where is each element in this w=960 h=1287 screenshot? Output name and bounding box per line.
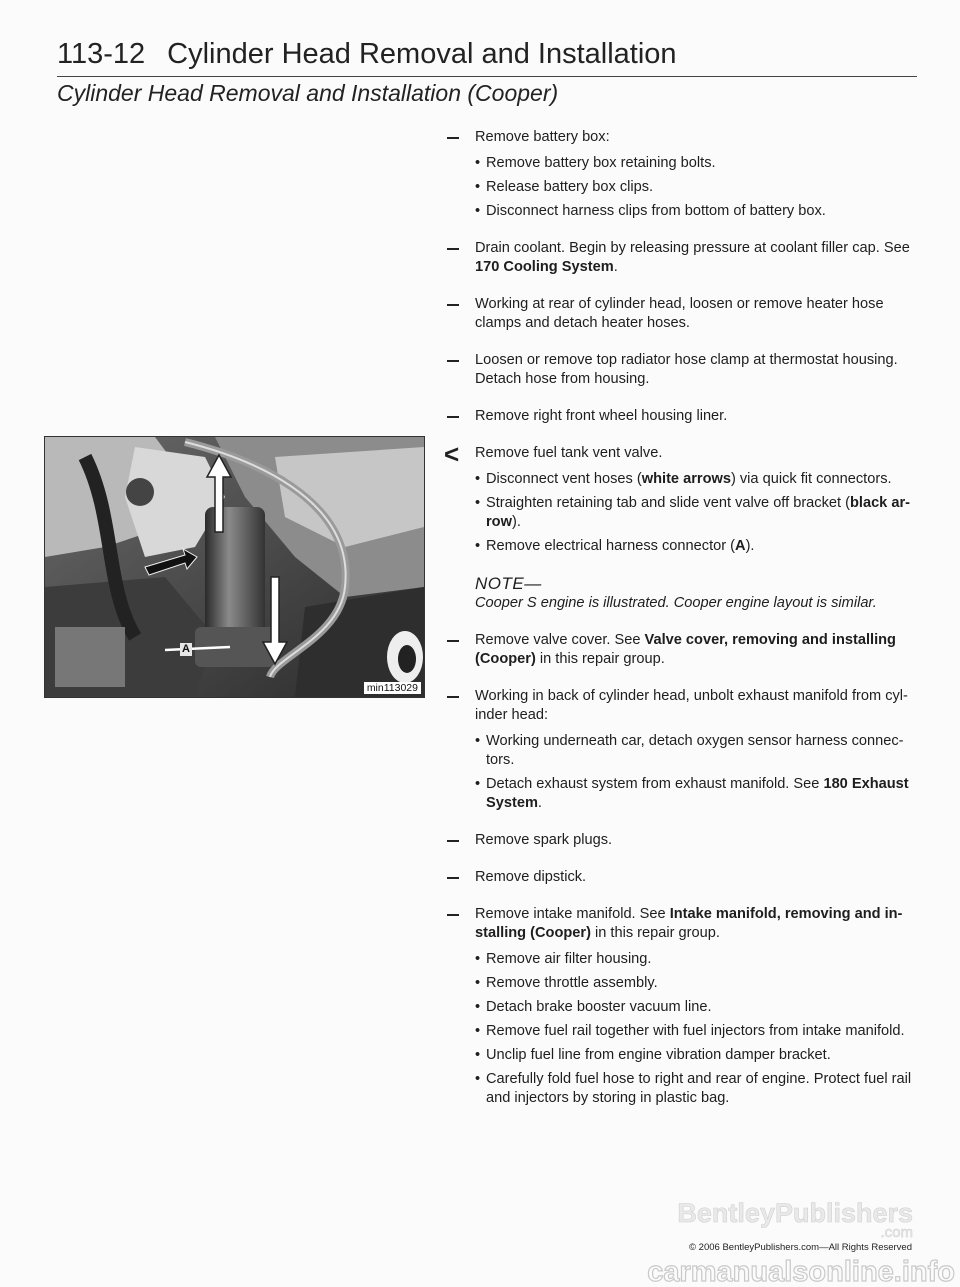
engine-photo-illustration bbox=[45, 437, 424, 697]
step-dash bbox=[447, 640, 459, 642]
cross-reference: Valve cover, removing and installing (Cooper) bbox=[475, 632, 896, 667]
cross-reference: 180 Exhaust System bbox=[486, 776, 909, 811]
bullet-list bbox=[475, 470, 915, 556]
emphasis: white arrows bbox=[641, 471, 731, 487]
step-dash bbox=[447, 696, 459, 698]
emphasis: black ar-row bbox=[486, 495, 911, 530]
figure-pointer-icon: < bbox=[444, 439, 460, 469]
chapter-title: Cylinder Head Removal and Installation bbox=[167, 38, 677, 70]
step-intake-manifold bbox=[447, 905, 915, 1108]
bullet-item bbox=[475, 470, 915, 489]
text-run: . bbox=[537, 795, 542, 811]
step-text bbox=[475, 905, 915, 943]
step-dash bbox=[447, 248, 459, 250]
step-dash bbox=[447, 914, 459, 916]
bullet-list bbox=[475, 950, 915, 1108]
step-text: Loosen or remove top radiator hose clamp at thermostat housing. Detach hose from housing. bbox=[475, 352, 898, 387]
text-run: Remove intake manifold. See bbox=[475, 906, 670, 922]
publisher-suffix: .com bbox=[880, 1224, 913, 1241]
bullet-item: • Disconnect harness clips from bottom of battery box. bbox=[475, 202, 915, 221]
fuel-vent-valve-photo bbox=[44, 436, 425, 698]
step-text: Remove right front wheel housing liner. bbox=[475, 408, 728, 424]
step-dash bbox=[447, 360, 459, 362]
step-text: Remove spark plugs. bbox=[475, 832, 613, 848]
text-run: Detach exhaust system from exhaust manifold. See bbox=[486, 776, 824, 792]
bullet-item: • Unclip fuel line from engine vibration damper bracket. bbox=[475, 1046, 915, 1065]
step-exhaust-manifold bbox=[447, 687, 915, 813]
step-spark-plugs bbox=[447, 831, 915, 850]
bullet-item bbox=[475, 537, 915, 556]
step-dash bbox=[447, 304, 459, 306]
callout-a: A bbox=[182, 643, 190, 655]
step-dipstick bbox=[447, 868, 915, 887]
step-wheel-housing-liner bbox=[447, 407, 915, 426]
bullet-item: • Detach brake booster vacuum line. bbox=[475, 998, 915, 1017]
step-remove-battery-box bbox=[447, 128, 915, 221]
bullet-item bbox=[475, 775, 915, 813]
step-radiator-hose bbox=[447, 351, 915, 389]
step-drain-coolant bbox=[447, 239, 915, 277]
cross-reference: 170 Cooling System bbox=[475, 259, 614, 275]
header-rule bbox=[57, 76, 917, 77]
text-run: Drain coolant. Begin by releasing pressure at coolant filler cap. See bbox=[475, 240, 910, 256]
text-run: Straighten retaining tab and slide vent valve off bracket ( bbox=[486, 495, 850, 511]
step-text: Working in back of cylinder head, unbolt exhaust manifold from cyl-inder head: bbox=[475, 688, 908, 723]
bullet-item: • Remove battery box retaining bolts. bbox=[475, 154, 915, 173]
text-run: ). bbox=[745, 538, 755, 554]
step-fuel-tank-vent-valve bbox=[444, 439, 915, 556]
note-block bbox=[447, 574, 915, 613]
text-run: Disconnect vent hoses ( bbox=[486, 471, 642, 487]
bullet-item bbox=[475, 494, 915, 532]
text-run: ) via quick fit connectors. bbox=[730, 471, 892, 487]
bullet-item: • Remove throttle assembly. bbox=[475, 974, 915, 993]
step-text: Working at rear of cylinder head, loosen or remove heater hose clamps and detach heater hoses. bbox=[475, 296, 884, 331]
publisher-name: BentleyPublishers bbox=[677, 1198, 913, 1228]
step-dash bbox=[447, 137, 459, 139]
bullet-item: • Remove air filter housing. bbox=[475, 950, 915, 969]
note-body: Cooper S engine is illustrated. Cooper engine layout is similar. bbox=[475, 595, 877, 611]
note-title: NOTE— bbox=[475, 574, 542, 593]
watermark-logo bbox=[0, 1255, 960, 1287]
emphasis: A bbox=[735, 538, 746, 554]
page-number: 113-12 bbox=[57, 38, 146, 70]
text-run: in this repair group. bbox=[590, 925, 720, 941]
bullet-item: • Release battery box clips. bbox=[475, 178, 915, 197]
step-text bbox=[475, 239, 915, 277]
bullet-list bbox=[475, 732, 915, 813]
figure-id: min113029 bbox=[364, 682, 421, 694]
watermark-text: carmanualsonline.info bbox=[647, 1256, 955, 1287]
bullet-list bbox=[475, 154, 915, 221]
bullet-item: • Carefully fold fuel hose to right and rear of engine. Protect fuel rail and injectors by storing in plastic bag. bbox=[475, 1070, 915, 1108]
text-run: in this repair group. bbox=[535, 651, 665, 667]
step-remove-valve-cover bbox=[447, 631, 915, 669]
text-run: Remove electrical harness connector ( bbox=[486, 538, 736, 554]
step-text: Remove fuel tank vent valve. bbox=[475, 445, 663, 461]
step-text: Remove dipstick. bbox=[475, 869, 587, 885]
text-run: . bbox=[613, 259, 618, 275]
step-text: Remove battery box: bbox=[475, 129, 610, 145]
text-run: Remove valve cover. See bbox=[475, 632, 645, 648]
section-subtitle: Cylinder Head Removal and Installation (Cooper) bbox=[57, 80, 559, 106]
copyright: © 2006 BentleyPublishers.com—All Rights Reserved bbox=[689, 1242, 912, 1253]
step-dash bbox=[447, 416, 459, 418]
publisher-logo bbox=[677, 1198, 915, 1241]
page-header bbox=[57, 38, 677, 71]
step-dash bbox=[447, 840, 459, 842]
bullet-item: • Working underneath car, detach oxygen sensor harness connec-tors. bbox=[475, 732, 915, 770]
procedure-steps bbox=[444, 128, 915, 1126]
step-heater-hoses bbox=[447, 295, 915, 333]
step-dash bbox=[447, 877, 459, 879]
cross-reference: Intake manifold, removing and in-stalling (Cooper) bbox=[475, 906, 903, 941]
bullet-item: • Remove fuel rail together with fuel injectors from intake manifold. bbox=[475, 1022, 915, 1041]
text-run: ). bbox=[511, 514, 521, 530]
step-text bbox=[475, 631, 915, 669]
